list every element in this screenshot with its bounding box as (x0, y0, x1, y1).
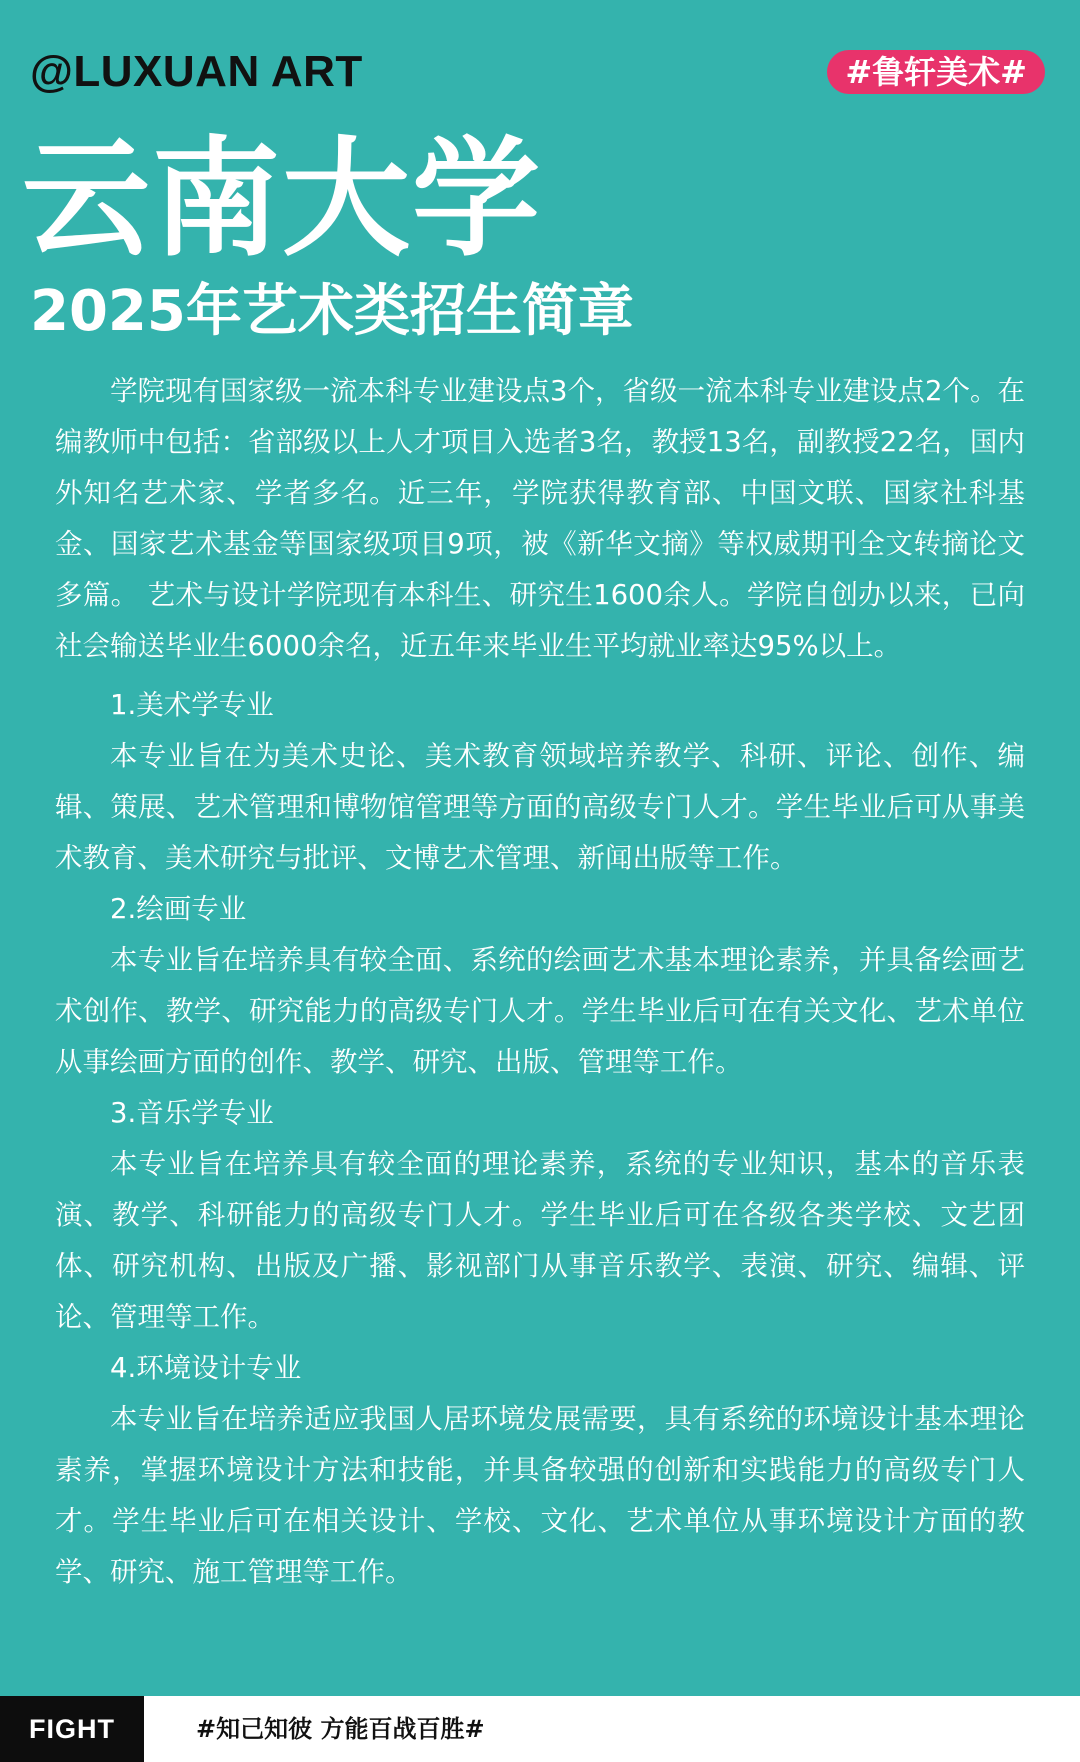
major-section (55, 1088, 1025, 1343)
major-heading: 4.环境设计专业 (110, 1352, 302, 1384)
major-description: 本专业旨在培养具有较全面、系统的绘画艺术基本理论素养，并具备绘画艺术创作、教学、研究能力的高级专门人才。学生毕业后可在有关文化、艺术单位从事绘画方面的创作、教学、研究、出版、管理等工作。 (55, 944, 1025, 1078)
intro-paragraph: 学院现有国家级一流本科专业建设点3个，省级一流本科专业建设点2个。在编教师中包括：省部级以上人才项目入选者3名，教授13名，副教授22名，国内外知名艺术家、学者多名。近三年，学院获得教育部、中国文联、国家社科基金、国家艺术基金等国家级项目9项，被《新华文摘》等权威期刊全文转摘论文多篇。 艺术与设计学院现有本科生、研究生1600余人。学院自创办以来，已向社会输送毕业生6000余名，近五年来毕业生平均就业率达95%以上。 (55, 375, 1025, 662)
footer-bar (0, 1696, 1080, 1762)
major-section (55, 680, 1025, 884)
major-description: 本专业旨在培养适应我国人居环境发展需要，具有系统的环境设计基本理论素养，掌握环境设计方法和技能，并具备较强的创新和实践能力的高级专门人才。学生毕业后可在相关设计、学校、文化、艺术单位从事环境设计方面的教学、研究、施工管理等工作。 (55, 1403, 1025, 1588)
page-title: 云南大学 (22, 125, 543, 274)
major-heading: 2.绘画专业 (110, 893, 247, 925)
article-body (55, 366, 1025, 1598)
brand-label: @LUXUAN ART (30, 47, 363, 96)
footer-slogan: #知己知彼 方能百战百胜# (196, 1715, 485, 1743)
major-section (55, 884, 1025, 1088)
major-heading: 3.音乐学专业 (110, 1097, 274, 1129)
page-subtitle: 2025年艺术类招生简章 (30, 279, 634, 344)
major-description: 本专业旨在培养具有较全面的理论素养，系统的专业知识，基本的音乐表演、教学、科研能力的高级专门人才。学生毕业后可在各级各类学校、文艺团体、研究机构、出版及广播、影视部门从事音乐教学、表演、研究、编辑、评论、管理等工作。 (55, 1148, 1025, 1333)
major-section (55, 1343, 1025, 1598)
hashtag-badge: #鲁轩美术# (827, 50, 1045, 94)
major-description: 本专业旨在为美术史论、美术教育领域培养教学、科研、评论、创作、编辑、策展、艺术管理和博物馆管理等方面的高级专门人才。学生毕业后可从事美术教育、美术研究与批评、文博艺术管理、新闻出版等工作。 (55, 740, 1025, 874)
footer-fight-label: FIGHT (0, 1696, 144, 1762)
major-heading: 1.美术学专业 (110, 689, 274, 721)
